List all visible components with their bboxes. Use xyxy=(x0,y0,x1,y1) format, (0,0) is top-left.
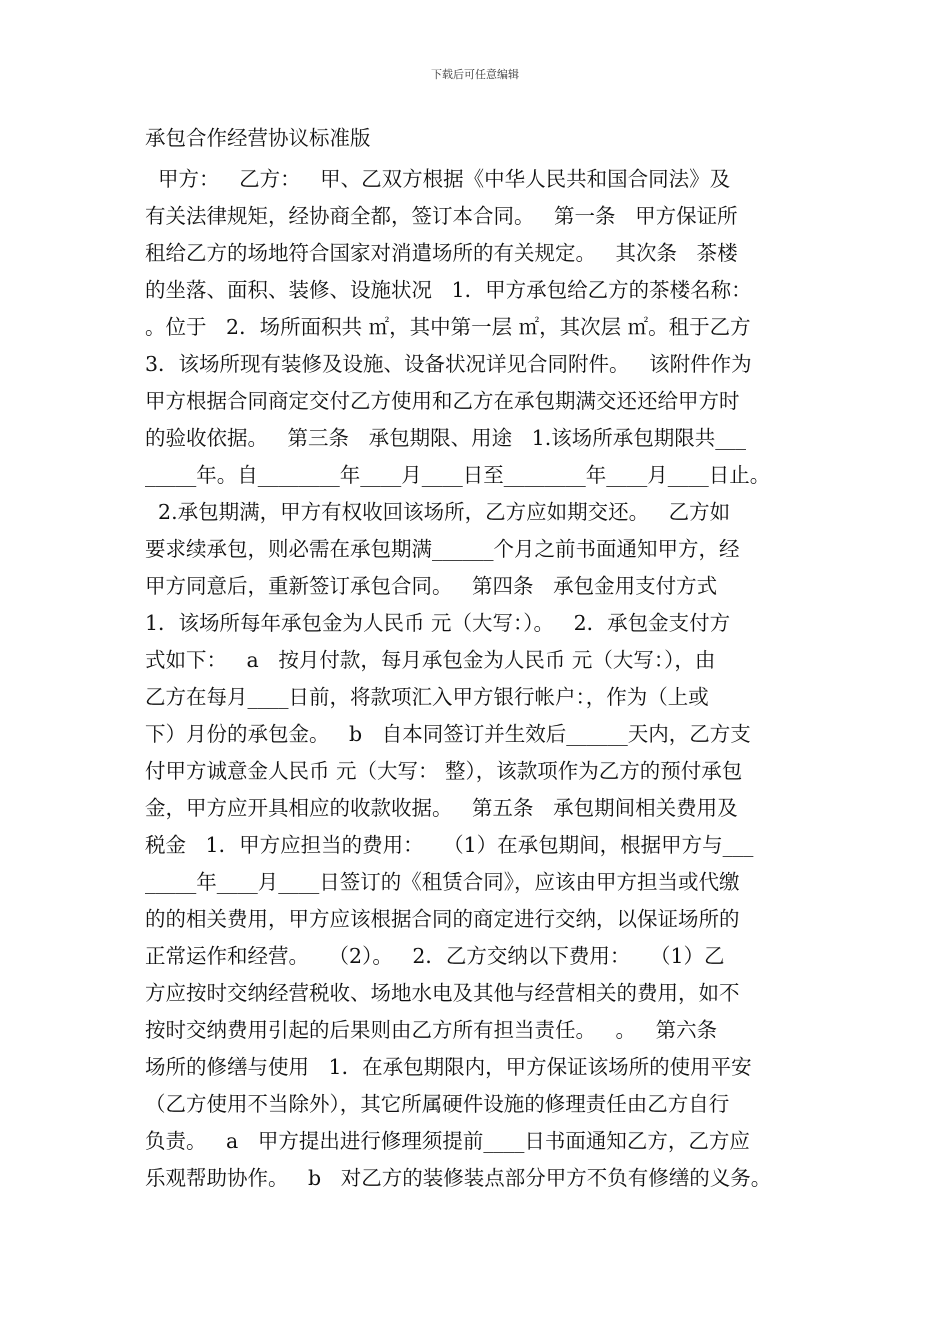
text-line: 金，甲方应开具相应的收款收据。 第五条 承包期间相关费用及 xyxy=(145,796,738,820)
text-line: 场所的修缮与使用 1．在承包期限内，甲方保证该场所的使用平安 xyxy=(145,1055,752,1079)
text-line: 的坐落、面积、装修、设施状况 1．甲方承包给乙方的茶楼名称： xyxy=(145,278,752,302)
text-line: 的的相关费用，甲方应该根据合同的商定进行交纳，以保证场所的 xyxy=(145,907,740,931)
text-line: 1．该场所每年承包金为人民币 元（大写：）。 2．承包金支付方 xyxy=(145,611,731,635)
text-line: 式如下： a 按月付款，每月承包金为人民币 元（大写：），由 xyxy=(145,648,716,672)
text-line: 。位于 2．场所面积共 ㎡，其中第一层 ㎡，其次层 ㎡。租于乙方 xyxy=(145,315,751,339)
text-line: （乙方使用不当除外），其它所属硬件设施的修理责任由乙方自行 xyxy=(145,1092,730,1116)
page-header: 下载后可任意编辑 xyxy=(431,68,519,81)
text-line: 乐观帮助协作。 b 对乙方的装修装点部分甲方不负有修缮的义务。 xyxy=(145,1166,772,1190)
text-line: 正常运作和经营。 （2）。 2．乙方交纳以下费用： （1）乙 xyxy=(145,944,725,968)
text-line: 有关法律规矩，经协商全都，签订本合同。 第一条 甲方保证所 xyxy=(145,204,738,228)
text-line: 方应按时交纳经营税收、场地水电及其他与经营相关的费用，如不 xyxy=(145,981,740,1005)
text-line: 要求续承包，则必需在承包期满______个月之前书面通知甲方，经 xyxy=(145,537,740,561)
text-line: 税金 1．甲方应担当的费用： （1）在承包期间，根据甲方与___ xyxy=(145,833,754,857)
text-line: 甲方同意后，重新签订承包合同。 第四条 承包金用支付方式 xyxy=(145,574,718,598)
text-line: 甲方： 乙方： 甲、乙双方根据《中华人民共和国合同法》及 xyxy=(145,167,731,191)
text-line: 乙方在每月____日前，将款项汇入甲方银行帐户：，作为（上或 xyxy=(145,685,709,709)
text-line: 按时交纳费用引起的后果则由乙方所有担当责任。 。 第六条 xyxy=(145,1018,718,1042)
document-body xyxy=(145,120,815,1197)
text-line: 3．该场所现有装修及设施、设备状况详见合同附件。 该附件作为 xyxy=(145,352,752,376)
text-line: 甲方根据合同商定交付乙方使用和乙方在承包期满交还还给甲方时 xyxy=(145,389,740,413)
document-text xyxy=(145,161,815,1197)
text-line: _____年____月____日签订的《租赁合同》，应该由甲方担当或代缴 xyxy=(145,870,740,894)
text-line: _____年。自________年____月____日至________年____月____日止。 xyxy=(145,463,771,487)
text-line: 租给乙方的场地符合国家对消遣场所的有关规定。 其次条 茶楼 xyxy=(145,241,738,265)
text-line: 负责。 a 甲方提出进行修理须提前____日书面通知乙方，乙方应 xyxy=(145,1129,750,1153)
document-title: 承包合作经营协议标准版 xyxy=(145,126,371,150)
text-line: 2.承包期满，甲方有权收回该场所，乙方应如期交还。 乙方如 xyxy=(145,500,731,524)
text-line: 付甲方诚意金人民币 元（大写： 整），该款项作为乙方的预付承包 xyxy=(145,759,743,783)
text-line: 的验收依据。 第三条 承包期限、用途 1.该场所承包期限共___ xyxy=(145,426,746,450)
text-line: 下）月份的承包金。 b 自本同签订并生效后______天内，乙方支 xyxy=(145,722,751,746)
